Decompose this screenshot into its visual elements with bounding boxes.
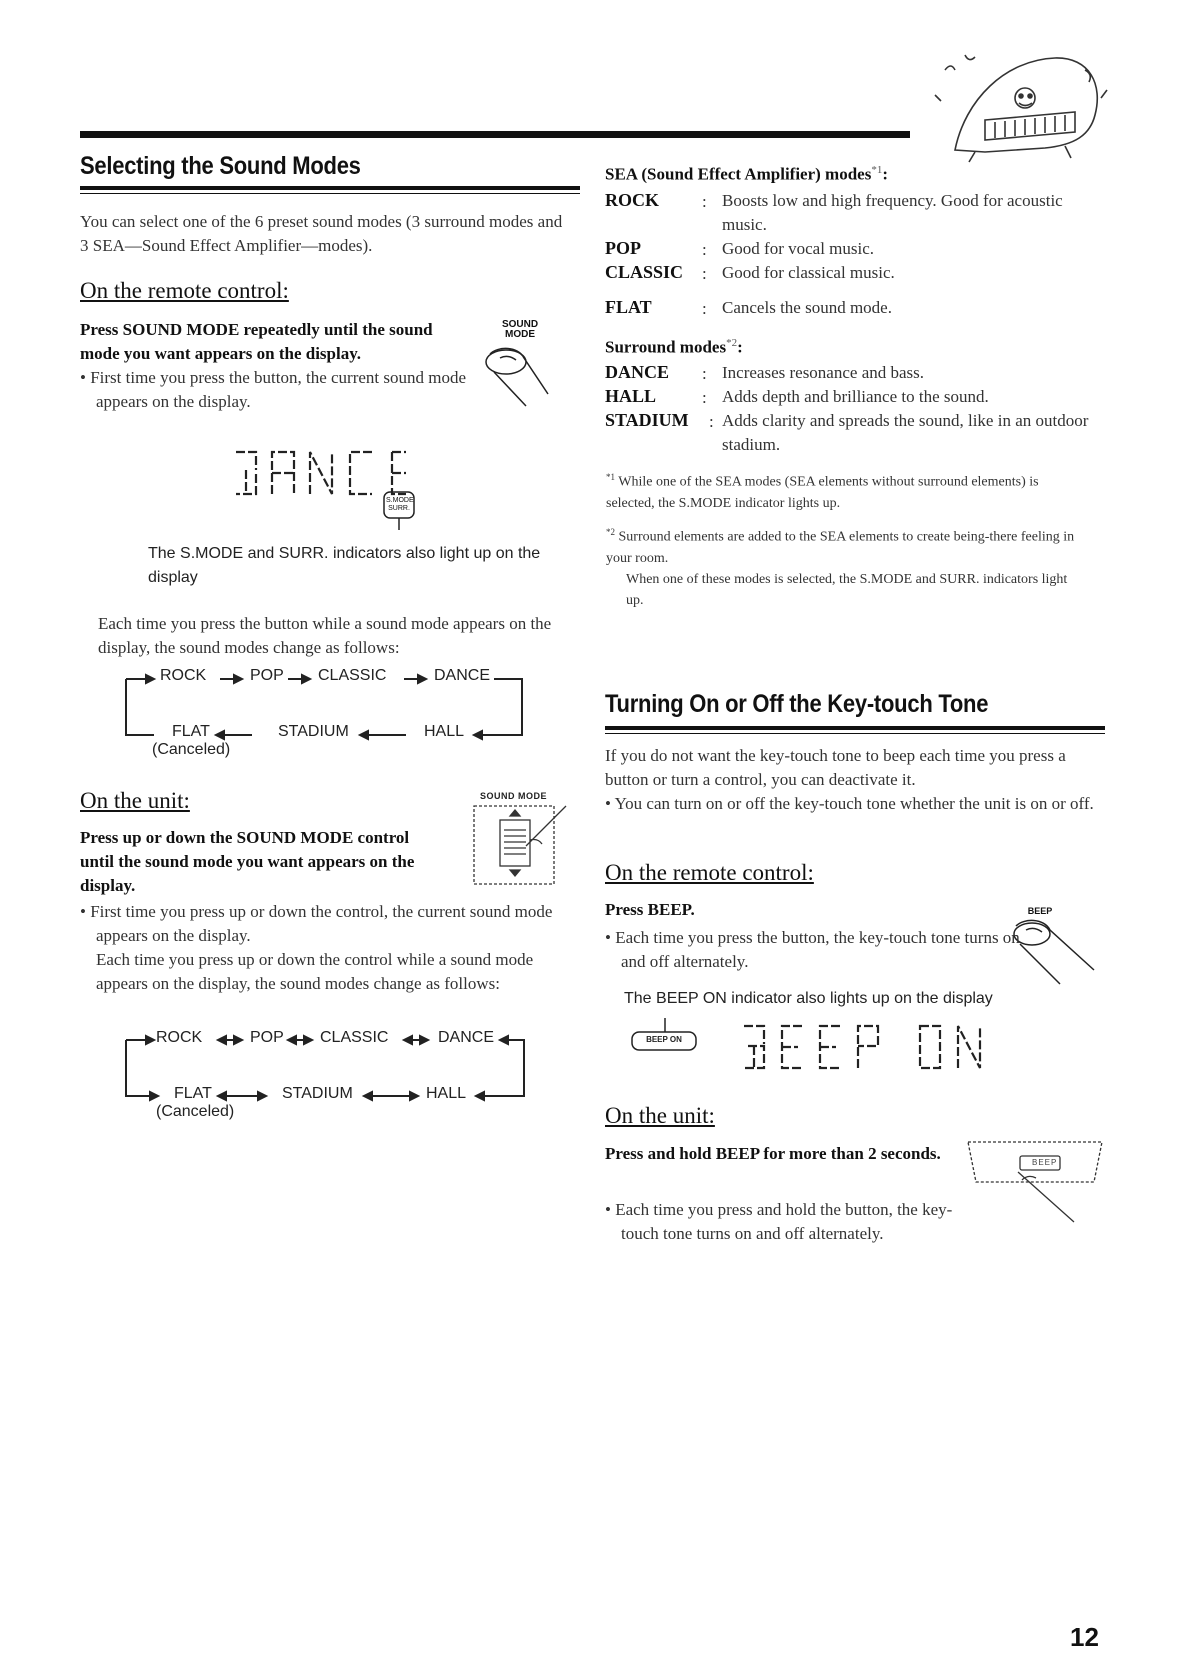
flow2-rock: ROCK xyxy=(156,1029,203,1046)
piano-mascot-icon xyxy=(925,40,1115,165)
mode-term-stadium: STADIUM xyxy=(605,410,689,430)
flow2-classic: CLASSIC xyxy=(320,1029,389,1046)
flow2-stadium: STADIUM xyxy=(282,1085,353,1102)
footnote-2 xyxy=(606,522,1086,611)
sea-heading xyxy=(605,164,888,184)
mode-colon: : xyxy=(709,412,714,431)
mode-colon: : xyxy=(702,299,707,318)
sound-mode-control-label: SOUND MODE xyxy=(480,791,548,801)
unit-instruction: Press up or down the SOUND MODE control until the sound mode you want appears on the display. xyxy=(80,828,415,895)
header-rule xyxy=(80,131,910,138)
footnote-2-mark: *2 xyxy=(606,527,615,537)
flow2-dance: DANCE xyxy=(438,1029,495,1046)
smode-surr-indicator-text xyxy=(386,497,412,513)
title-rule xyxy=(605,726,1105,730)
mode-def-pop: Good for vocal music. xyxy=(722,239,875,258)
each-time-text: Each time you press the button while a sound mode appears on the display, the sound modes change as follows: xyxy=(98,614,552,657)
flow1-canceled: (Canceled) xyxy=(152,741,231,758)
heading-remote-control-beep: On the remote control: xyxy=(605,860,814,885)
mode-colon: : xyxy=(702,388,707,407)
footnote-1-text: While one of the SEA modes (SEA elements without surround elements) is selected, the S.MODE indicator lights up. xyxy=(606,474,1039,511)
remote-instruction: Press SOUND MODE repeatedly until the sound mode you want appears on the display. xyxy=(80,320,433,363)
sea-heading-text: SEA (Sound Effect Amplifier) modes xyxy=(605,164,872,184)
surround-heading-text: Surround modes xyxy=(605,337,727,357)
surround-heading-ref: *2 xyxy=(726,337,738,349)
beep-caption: The BEEP ON indicator also lights up on the display xyxy=(624,990,993,1007)
heading-remote-control: On the remote control: xyxy=(80,278,289,303)
heading-on-the-unit: On the unit: xyxy=(80,788,190,813)
flow1-rock: ROCK xyxy=(160,667,207,684)
mode-colon: : xyxy=(702,240,707,259)
flow1-hall: HALL xyxy=(424,723,465,740)
lcd-text: DANCE xyxy=(228,448,232,449)
mode-def-dance: Increases resonance and bass. xyxy=(722,363,925,382)
footnote-1 xyxy=(606,467,1086,514)
tone-bullet: • You can turn on or off the key-touch tone whether the unit is on or off. xyxy=(605,794,1094,813)
remote-bullet: • First time you press the button, the current sound mode appears on the display. xyxy=(80,368,467,411)
mode-term-dance: DANCE xyxy=(605,362,670,382)
mode-term-rock: ROCK xyxy=(605,190,659,210)
mode-def-stadium: Adds clarity and spreads the sound, like in an outdoor stadium. xyxy=(722,411,1089,454)
mode-def-flat: Cancels the sound mode. xyxy=(722,298,892,317)
heading-on-the-unit-beep: On the unit: xyxy=(605,1103,715,1128)
surround-heading-colon: : xyxy=(737,337,743,357)
title-rule-thin xyxy=(605,733,1105,734)
flow1-classic: CLASSIC xyxy=(318,667,387,684)
unit-beep-instruction: Press and hold BEEP for more than 2 seconds. xyxy=(605,1144,941,1163)
mode-def-rock: Boosts low and high frequency. Good for acoustic music. xyxy=(722,191,1063,234)
key-label-line-1: SOUND xyxy=(501,319,539,330)
sea-heading-ref: *1 xyxy=(871,164,883,176)
indicator-surr: SURR. xyxy=(388,505,410,512)
flow2-flat: FLAT xyxy=(174,1085,212,1102)
page-number: 12 xyxy=(1070,1622,1099,1652)
indicator-smode: S.MODE xyxy=(386,497,414,504)
tone-intro: If you do not want the key-touch tone to beep each time you press a button or turn a control, you can deactivate it. xyxy=(605,746,1066,789)
title-rule xyxy=(80,186,580,190)
flow1-dance: DANCE xyxy=(434,667,491,684)
flow1-stadium: STADIUM xyxy=(278,723,349,740)
section-title-key-touch: Turning On or Off the Key-touch Tone xyxy=(605,690,989,718)
flow1-pop: POP xyxy=(250,667,284,684)
unit-beep-button-icon xyxy=(962,1138,1108,1234)
mode-colon: : xyxy=(702,264,707,283)
surround-heading xyxy=(605,337,743,357)
footnote-1-mark: *1 xyxy=(606,472,615,482)
flow1-flat: FLAT xyxy=(172,723,210,740)
sea-heading-colon: : xyxy=(882,164,889,184)
sound-mode-control-icon xyxy=(466,802,576,888)
title-rule-thin xyxy=(80,193,580,194)
intro-text: You can select one of the 6 preset sound modes (3 surround modes and 3 SEA—Sound Effect Amplifier—modes). xyxy=(80,212,563,255)
finger-press-beep-icon xyxy=(1008,918,1098,988)
flow2-pop: POP xyxy=(250,1029,284,1046)
beep-bullet: • Each time you press the button, the key-touch tone turns on and off alternately. xyxy=(605,928,1020,971)
smode-caption: The S.MODE and SURR. indicators also light up on the display xyxy=(148,545,541,586)
press-beep-text: Press BEEP. xyxy=(605,900,695,919)
beep-on-indicator-text: BEEP ON xyxy=(646,1035,682,1044)
mode-def-classic: Good for classical music. xyxy=(722,263,895,282)
mode-colon: : xyxy=(702,192,707,211)
mode-term-pop: POP xyxy=(605,238,641,258)
footnote-2a-text: Surround elements are added to the SEA elements to create being-there feeling in your room. xyxy=(606,529,1075,566)
flow2-canceled: (Canceled) xyxy=(156,1103,235,1120)
section-title-sound-modes: Selecting the Sound Modes xyxy=(80,152,361,180)
beep-key-label: BEEP xyxy=(1027,906,1053,916)
unit-beep-bullet: • Each time you press and hold the button, the key-touch tone turns on and off alternately. xyxy=(605,1200,953,1243)
footnote-2b-text: When one of these modes is selected, the S.MODE and SURR. indicators light up. xyxy=(626,571,1068,608)
mode-term-flat: FLAT xyxy=(605,297,652,317)
key-label-line-2: MODE xyxy=(505,329,535,340)
finger-press-icon xyxy=(478,344,558,412)
sound-mode-key-label xyxy=(497,320,543,340)
mode-colon: : xyxy=(702,364,707,383)
unit-beep-button-label: BEEP xyxy=(1032,1158,1058,1167)
mode-term-hall: HALL xyxy=(605,386,657,406)
unit-bullet-1: • First time you press up or down the control, the current sound mode appears on the display. xyxy=(80,902,553,945)
mode-term-classic: CLASSIC xyxy=(605,262,684,282)
mode-def-hall: Adds depth and brilliance to the sound. xyxy=(722,387,989,406)
flow2-hall: HALL xyxy=(426,1085,467,1102)
unit-bullet-2: Each time you press up or down the control while a sound mode appears on the display, the sound modes change as follows: xyxy=(96,950,534,993)
lcd-beep-text: BEEP ON xyxy=(736,1022,741,1023)
lcd-display-beep-on xyxy=(736,1022,998,1072)
